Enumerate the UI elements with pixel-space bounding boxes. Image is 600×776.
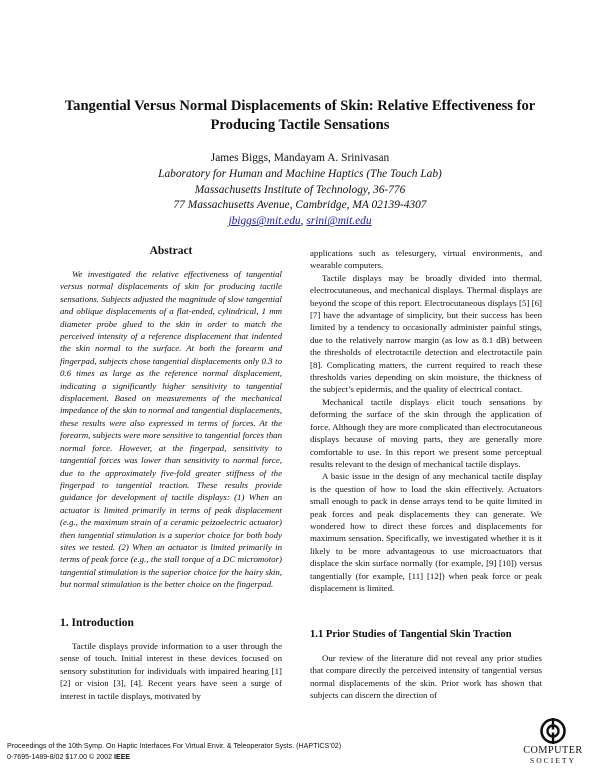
footer-isbn-line bbox=[7, 752, 477, 763]
author-names: James Biggs, Mandayam A. Srinivasan bbox=[210, 152, 390, 164]
intro-heading: 1. Introduction bbox=[60, 617, 134, 629]
address: 77 Massachusetts Avenue, Cambridge, MA 02139-4307 bbox=[173, 199, 427, 212]
intro-paragraph-1: Tactile displays provide information to a user through the sense of touch. Initial interest in these devices focused on sensory substitution for individuals with impaired hearing [1] [2] or vision [3], [4]. Recent years have seen a surge of interest in tactile displays, motivated by bbox=[60, 641, 282, 701]
affiliation: Laboratory for Human and Machine Haptics (The Touch Lab) bbox=[158, 167, 442, 180]
author-block bbox=[60, 151, 540, 230]
email-line bbox=[60, 214, 540, 230]
intro-paragraph-2: Tactile displays may be broadly divided into thermal, electrocutaneous, and mechanical displays. Thermal displays are beyond the scope of this report. Electrocutaneous displays [5] [6] [7] have the advantage of simplicity, but their success has been limited by a tendency to occasionally administer painful stings, due to the relatively narrow margin (as low as 8.1 dB) between the thresholds of electrotactile detection and electrotactile pain [8]. Complicating matters, the current required to reach these thresholds varies depending on skin moisture, the thickness of the subject’s epidermis, and the quality of electrical contact. bbox=[310, 272, 542, 395]
computer-society-logo bbox=[512, 718, 594, 770]
section-1-1-heading: 1.1 Prior Studies of Tangential Skin Traction bbox=[310, 629, 512, 640]
logo-line-1: COMPUTER bbox=[523, 745, 583, 756]
abstract-text: We investigated the relative effectiveness of tangential versus normal displacements of skin for producing tactile sensations. Subjects adjusted the magnitude of slow tangential and oblique displacements of a flat-ended, cylindrical, 1 mm diameter probe glued to the skin in order to match the perceived intensity of a reference displacement that indented the skin normal to the surface. At both the forearm and fingerpad, subjects chose tangential displacements only 0.3 to 0.6 times as large as the reference normal displacement, indicating a significantly higher sensitivity to tangential displacement. Based on measurements of the mechanical impedance of the skin to normal and tangential displacements, these results were also expressed in terms of forces. At the forearm, subjects were more sensitive to tangential forces than normal force. However, at the fingerpad, sensitivity to tangential forces was lower than sensitivity to normal force, due to the approximately five-fold greater stiffness of the fingerpad to tangential traction. These results provide guidance for development of tactile displays: (1) When an actuator is limited primarily in terms of peak displacement (e.g., the maximum strain of a ceramic peizoelectric actuator) then tangential stimulation is a superior choice for both body sites we tested. (2) When an actuator is limited primarily in terms of peak force (e.g., the stall torque of a DC micromotor) tangential stimulation is the superior choice for the hairy skin, but normal stimulation is the better choice on the fingerpad. bbox=[60, 269, 282, 590]
institution: Massachusetts Institute of Technology, 36-776 bbox=[194, 183, 406, 196]
intro-column-left bbox=[60, 640, 282, 702]
email-separator: , bbox=[300, 215, 307, 228]
intro-paragraph-4: A basic issue in the design of any mechanical tactile display is the question of how to load the skin effectively. Actuators small enough to pack in dense arrays tend to be quite limited in peak forces and peak displacements they can generate. We wondered how to direct these forces and displacements for maximum sensation. Specifically, we investigated whether it is it likely to be more advantageous to use microactuators that displace the skin surface normally (for example, [9] [10]) versus tangentially (for example, [11] [12]) when peak force or peak displacement is limited. bbox=[310, 471, 542, 593]
paper-title: Tangential Versus Normal Displacements of Skin: Relative Effectiveness for Producing Tactile Sensations bbox=[64, 98, 536, 133]
logo-line-2: SOCIETY bbox=[529, 756, 577, 765]
abstract-heading: Abstract bbox=[149, 245, 193, 257]
abstract-body bbox=[60, 268, 282, 591]
footer-proceedings: Proceedings of the 10th Symp. On Haptic Interfaces For Virtual Envir. & Teleoperator Systs. (HAPTICS’02) bbox=[7, 742, 342, 750]
section-1-1-paragraph-1: Our review of the literature did not reveal any prior studies that compare directly the perceived intensity of tangential versus normal displacements of the skin. Prior work has shown that subjects can discern the direction of bbox=[310, 653, 542, 701]
email-link-biggs[interactable]: jbiggs@mit.edu bbox=[228, 215, 301, 228]
footer-ieee: IEEE bbox=[114, 753, 131, 761]
intro-column-right bbox=[310, 247, 542, 594]
intro-paragraph-1-continued: applications such as telesurgery, virtual environments, and wearable computers. bbox=[310, 248, 542, 271]
email-link-srini[interactable]: srini@mit.edu bbox=[306, 215, 372, 228]
intro-paragraph-3: Mechanical tactile displays elicit touch sensations by deforming the surface of the skin through the application of force. Although they are more complicated than electrocutaneous displays because of moving parts, they are generally more comfortable to use. In this report we present some perceptual results relevant to the design of mechanical tactile displays. bbox=[310, 396, 542, 469]
page-footer bbox=[7, 741, 477, 763]
footer-isbn: 0-7695-1489-8/02 $17.00 © 2002 bbox=[7, 753, 114, 761]
section-1-1-body bbox=[310, 652, 542, 702]
computer-society-emblem-icon bbox=[540, 718, 566, 744]
